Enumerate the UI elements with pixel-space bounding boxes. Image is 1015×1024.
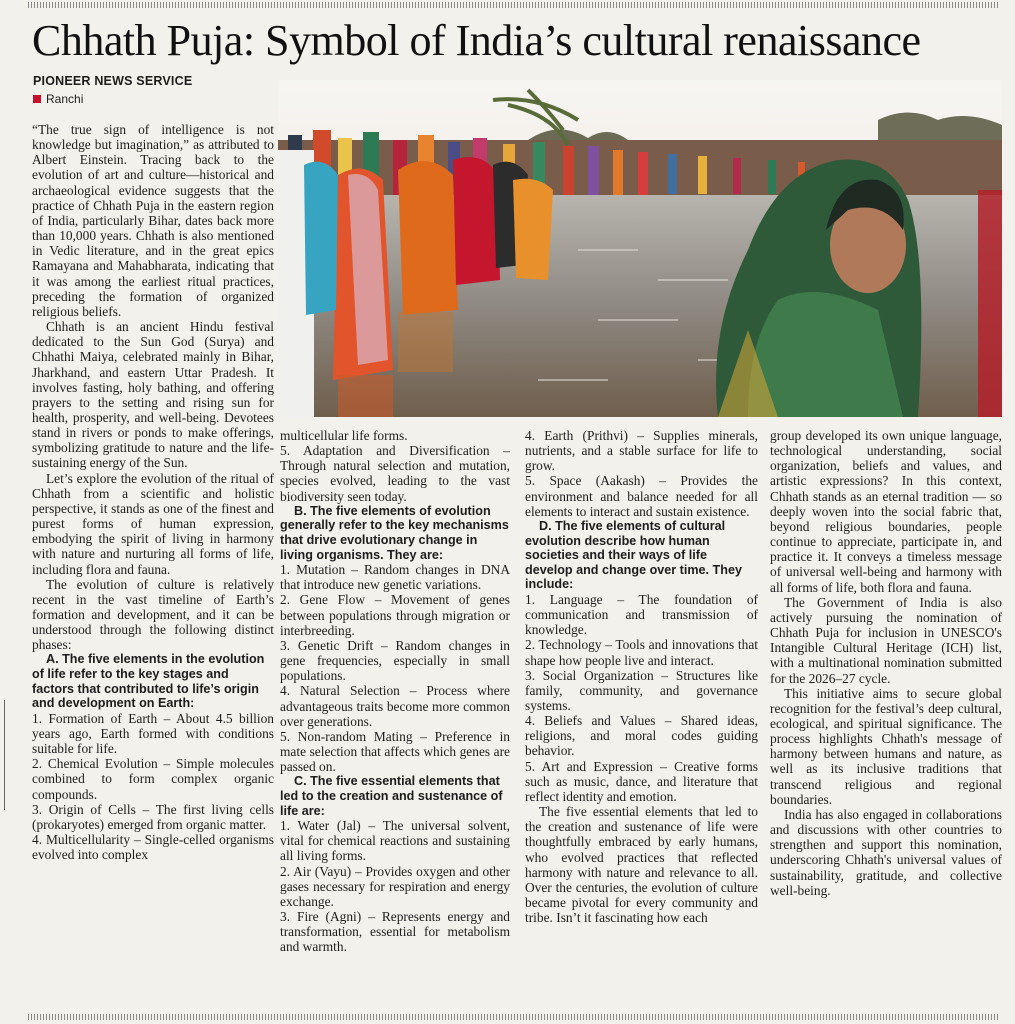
paragraph: The Government of India is also actively pursuing the nomination of Chhath Puja for inclusion in UNESCO's Intangible Cultural Heritage (ICH) list, with a multinational nomination submitted for the 2026–27 cycle. [770,594,1002,686]
list-item: 3. Fire (Agni) – Represents energy and transformation, essential for metabolism and warmth. [280,909,510,955]
margin-line [4,700,5,810]
red-square-icon [33,95,41,103]
bottom-rule [28,1014,1000,1020]
paragraph: This initiative aims to secure global recognition for the festival’s deep cultural, ecological, and spiritual significance. The process highlights Chhath's message of harmony between humans and nature, as well as its inclusive traditions that transcend religious and regional boundaries. [770,685,1002,807]
list-item: 4. Natural Selection – Process where advantageous traits become more common over generations. [280,683,510,729]
headline: Chhath Puja: Symbol of India’s cultural renaissance [32,16,921,65]
list-item: 5. Space (Aakash) – Provides the environment and balance needed for all elements to interact and sustain existence. [525,473,758,519]
paragraph: The five essential elements that led to the creation and sustenance of life were thoughtfully embraced by early humans, who evolved practices that reflected harmony with nature and relevance to all. Over the centuries, the evolution of culture became pivotal for every community and tribe. Isn’t it fascinating how each [525,804,758,926]
byline: PIONEER NEWS SERVICE [33,74,193,88]
dateline [33,92,83,106]
list-item: 4. Beliefs and Values – Shared ideas, religions, and moral codes guiding behavior. [525,713,758,759]
column-3 [525,428,758,1010]
list-item: 3. Social Organization – Structures like family, community, and governance systems. [525,667,758,713]
list-item: 3. Genetic Drift – Random changes in gene frequencies, especially in small populations. [280,637,510,684]
top-rule [28,2,1000,8]
section-heading-d: D. The five elements of cultural evolution describe how human societies and their ways of life develop and change over time. They include: [525,518,742,592]
list-item: 4. Multicellularity – Single-celled organisms evolved into complex [32,832,274,863]
section-heading-b: B. The five elements of evolution generally refer to the key mechanisms that drive evolutionary change in living organisms. They are: [280,503,509,562]
list-item: 5. Art and Expression – Creative forms such as music, dance, and literature that reflect identity and emotion. [525,758,758,804]
column-4 [770,428,1002,1010]
list-item: 2. Chemical Evolution – Simple molecules combined to form complex organic compounds. [32,756,274,802]
paragraph: Let’s explore the evolution of the ritual of Chhath from a scientific and holistic perspective, it stands as one of the finest and purest forms of human expression, embodying the spirit of living in harmony with nature and nurturing all forms of life, including flora and fauna. [32,470,274,577]
list-item: 2. Air (Vayu) – Provides oxygen and other gases necessary for respiration and energy exchange. [280,863,510,909]
list-item: 1. Formation of Earth – About 4.5 billion years ago, Earth formed with conditions suitable for life. [32,710,274,757]
paragraph: Chhath is an ancient Hindu festival dedicated to the Sun God (Surya) and Chhathi Maiya, celebrated mainly in Bihar, Jharkhand, and eastern Uttar Pradesh. It involves fasting, holy bathing, and offering prayers to the setting and rising sun for health, prosperity, and well-being. Devotees stand in rivers or ponds to make offerings, symbolizing gratitude to nature and the life-sustaining energy of the Sun. [32,319,274,471]
list-item: 2. Gene Flow – Movement of genes between populations through migration or interbreeding. [280,592,510,638]
paragraph: multicellular life forms. [280,428,408,443]
list-item: 3. Origin of Cells – The first living cells (prokaryotes) emerged from organic matter. [32,801,274,832]
list-item: 4. Earth (Prithvi) – Supplies minerals, nutrients, and a stable surface for life to grow. [525,428,758,474]
list-item: 5. Non-random Mating – Preference in mate selection that affects which genes are passed on. [280,728,510,775]
dateline-city: Ranchi [46,92,84,106]
paragraph: group developed its own unique language, technological understanding, social organization, beliefs and values, and artistic expressions? In this context, Chhath stands as an eternal tradition — so deeply woven into the social fabric that, beyond religious boundaries, people continue to appreciate, participate in, and practice it. It conveys a timeless message of universal well-being and harmony with all forms of life, both flora and fauna. [770,428,1002,595]
list-item: 2. Technology – Tools and innovations that shape how people live and interact. [525,637,758,668]
list-item: 1. Mutation – Random changes in DNA that introduce new genetic variations. [280,562,510,593]
section-heading-c: C. The five essential elements that led to the creation and sustenance of life are: [280,774,503,818]
column-2 [280,428,510,1010]
list-item: 1. Language – The foundation of communication and transmission of knowledge. [525,591,758,638]
list-item: 5. Adaptation and Diversification – Through natural selection and mutation, species evolved, leading to the vast biodiversity seen today. [280,443,510,504]
paragraph: The evolution of culture is relatively recent in the vast timeline of Earth’s formation and development, and it can be understood through the following distinct phases: [32,576,274,653]
devotees-in-river-illustration [278,80,1002,417]
column-1 [32,122,274,1012]
list-item: 1. Water (Jal) – The universal solvent, vital for chemical reactions and sustaining all living forms. [280,818,510,864]
chhath-photo [278,80,1002,417]
paragraph: “The true sign of intelligence is not knowledge but imagination,” as attributed to Albert Einstein. Tracing back to the evolution of art and culture—historical and archaeological evidence suggests that the practice of Chhath Puja in the eastern region of India, particularly Bihar, dates back more than 10,000 years. Chhath is also mentioned in Vedic literature, and in the great epics Ramayana and Mahabharata, indicating that it was among the earliest ritual practices, preceding the formation of organized religious beliefs. [32,122,274,319]
section-heading-a: A. The five elements in the evolution of life refer to the key stages and factors that contributed to life’s origin and development on Earth: [32,652,265,711]
paragraph: India has also engaged in collaborations and discussions with other countries to strengthen and support this nomination, underscoring Chhath's universal values of sustainability, gratitude, and collective well-being. [770,806,1002,898]
